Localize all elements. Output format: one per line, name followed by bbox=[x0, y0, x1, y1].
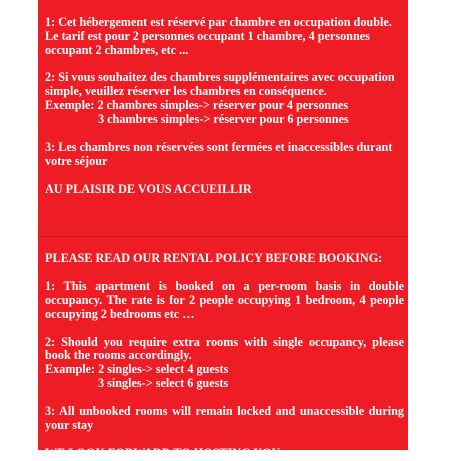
english-example-1: Example: 2 singles-> select 4 guests bbox=[45, 362, 229, 377]
french-rule-1-line-2: Le tarif est pour 2 personnes occupant 1 chambre, 4 personnes bbox=[45, 28, 370, 43]
french-rule-1-line-1: 1: Cet hébergement est réservé par chambre en occupation double. bbox=[45, 14, 392, 29]
english-heading: PLEASE READ OUR RENTAL POLICY BEFORE BOOKING: bbox=[45, 251, 383, 266]
french-rule-2 bbox=[45, 71, 404, 127]
french-example-1: Exemple: 2 chambres simples-> réserver pour 4 personnes bbox=[45, 98, 349, 113]
english-closing: WE LOOK FORWARD TO HOSTING YOU bbox=[45, 445, 281, 460]
french-rule-3-line-1: 3: Les chambres non réservées sont fermées et inaccessibles durant bbox=[45, 139, 393, 154]
policy-document bbox=[45, 0, 404, 461]
english-rule-1: 1: This apartment is booked on a per-room basis in double occupancy. The rate is for 2 people occupying 1 bedroom, 4 people occupying 2 bedrooms etc … bbox=[45, 278, 404, 321]
french-rule-2-line-2: simple, veuillez réserver les chambres en conséquence. bbox=[45, 84, 327, 99]
french-rule-3 bbox=[45, 141, 404, 169]
french-closing: AU PLAISIR DE VOUS ACCUEILLIR bbox=[45, 181, 252, 196]
french-rule-2-line-1: 2: Si vous souhaitez des chambres supplémentaires avec occupation bbox=[45, 70, 395, 85]
french-rule-1-line-3: occupant 2 chambres, etc ... bbox=[45, 42, 189, 57]
french-rule-1 bbox=[45, 16, 404, 58]
english-example-2: 3 singles-> select 6 guests bbox=[98, 376, 229, 391]
english-rule-3: 3: All unbooked rooms will remain locked and unaccessible during your stay bbox=[45, 404, 404, 432]
french-example-2: 3 chambres simples-> réserver pour 6 personnes bbox=[98, 112, 349, 127]
policy-panel bbox=[38, 0, 408, 460]
french-rule-3-line-2: votre séjour bbox=[45, 153, 108, 168]
english-rule-2: 2: Should you require extra rooms with single occupancy, please book the rooms accordingly. bbox=[45, 334, 404, 363]
